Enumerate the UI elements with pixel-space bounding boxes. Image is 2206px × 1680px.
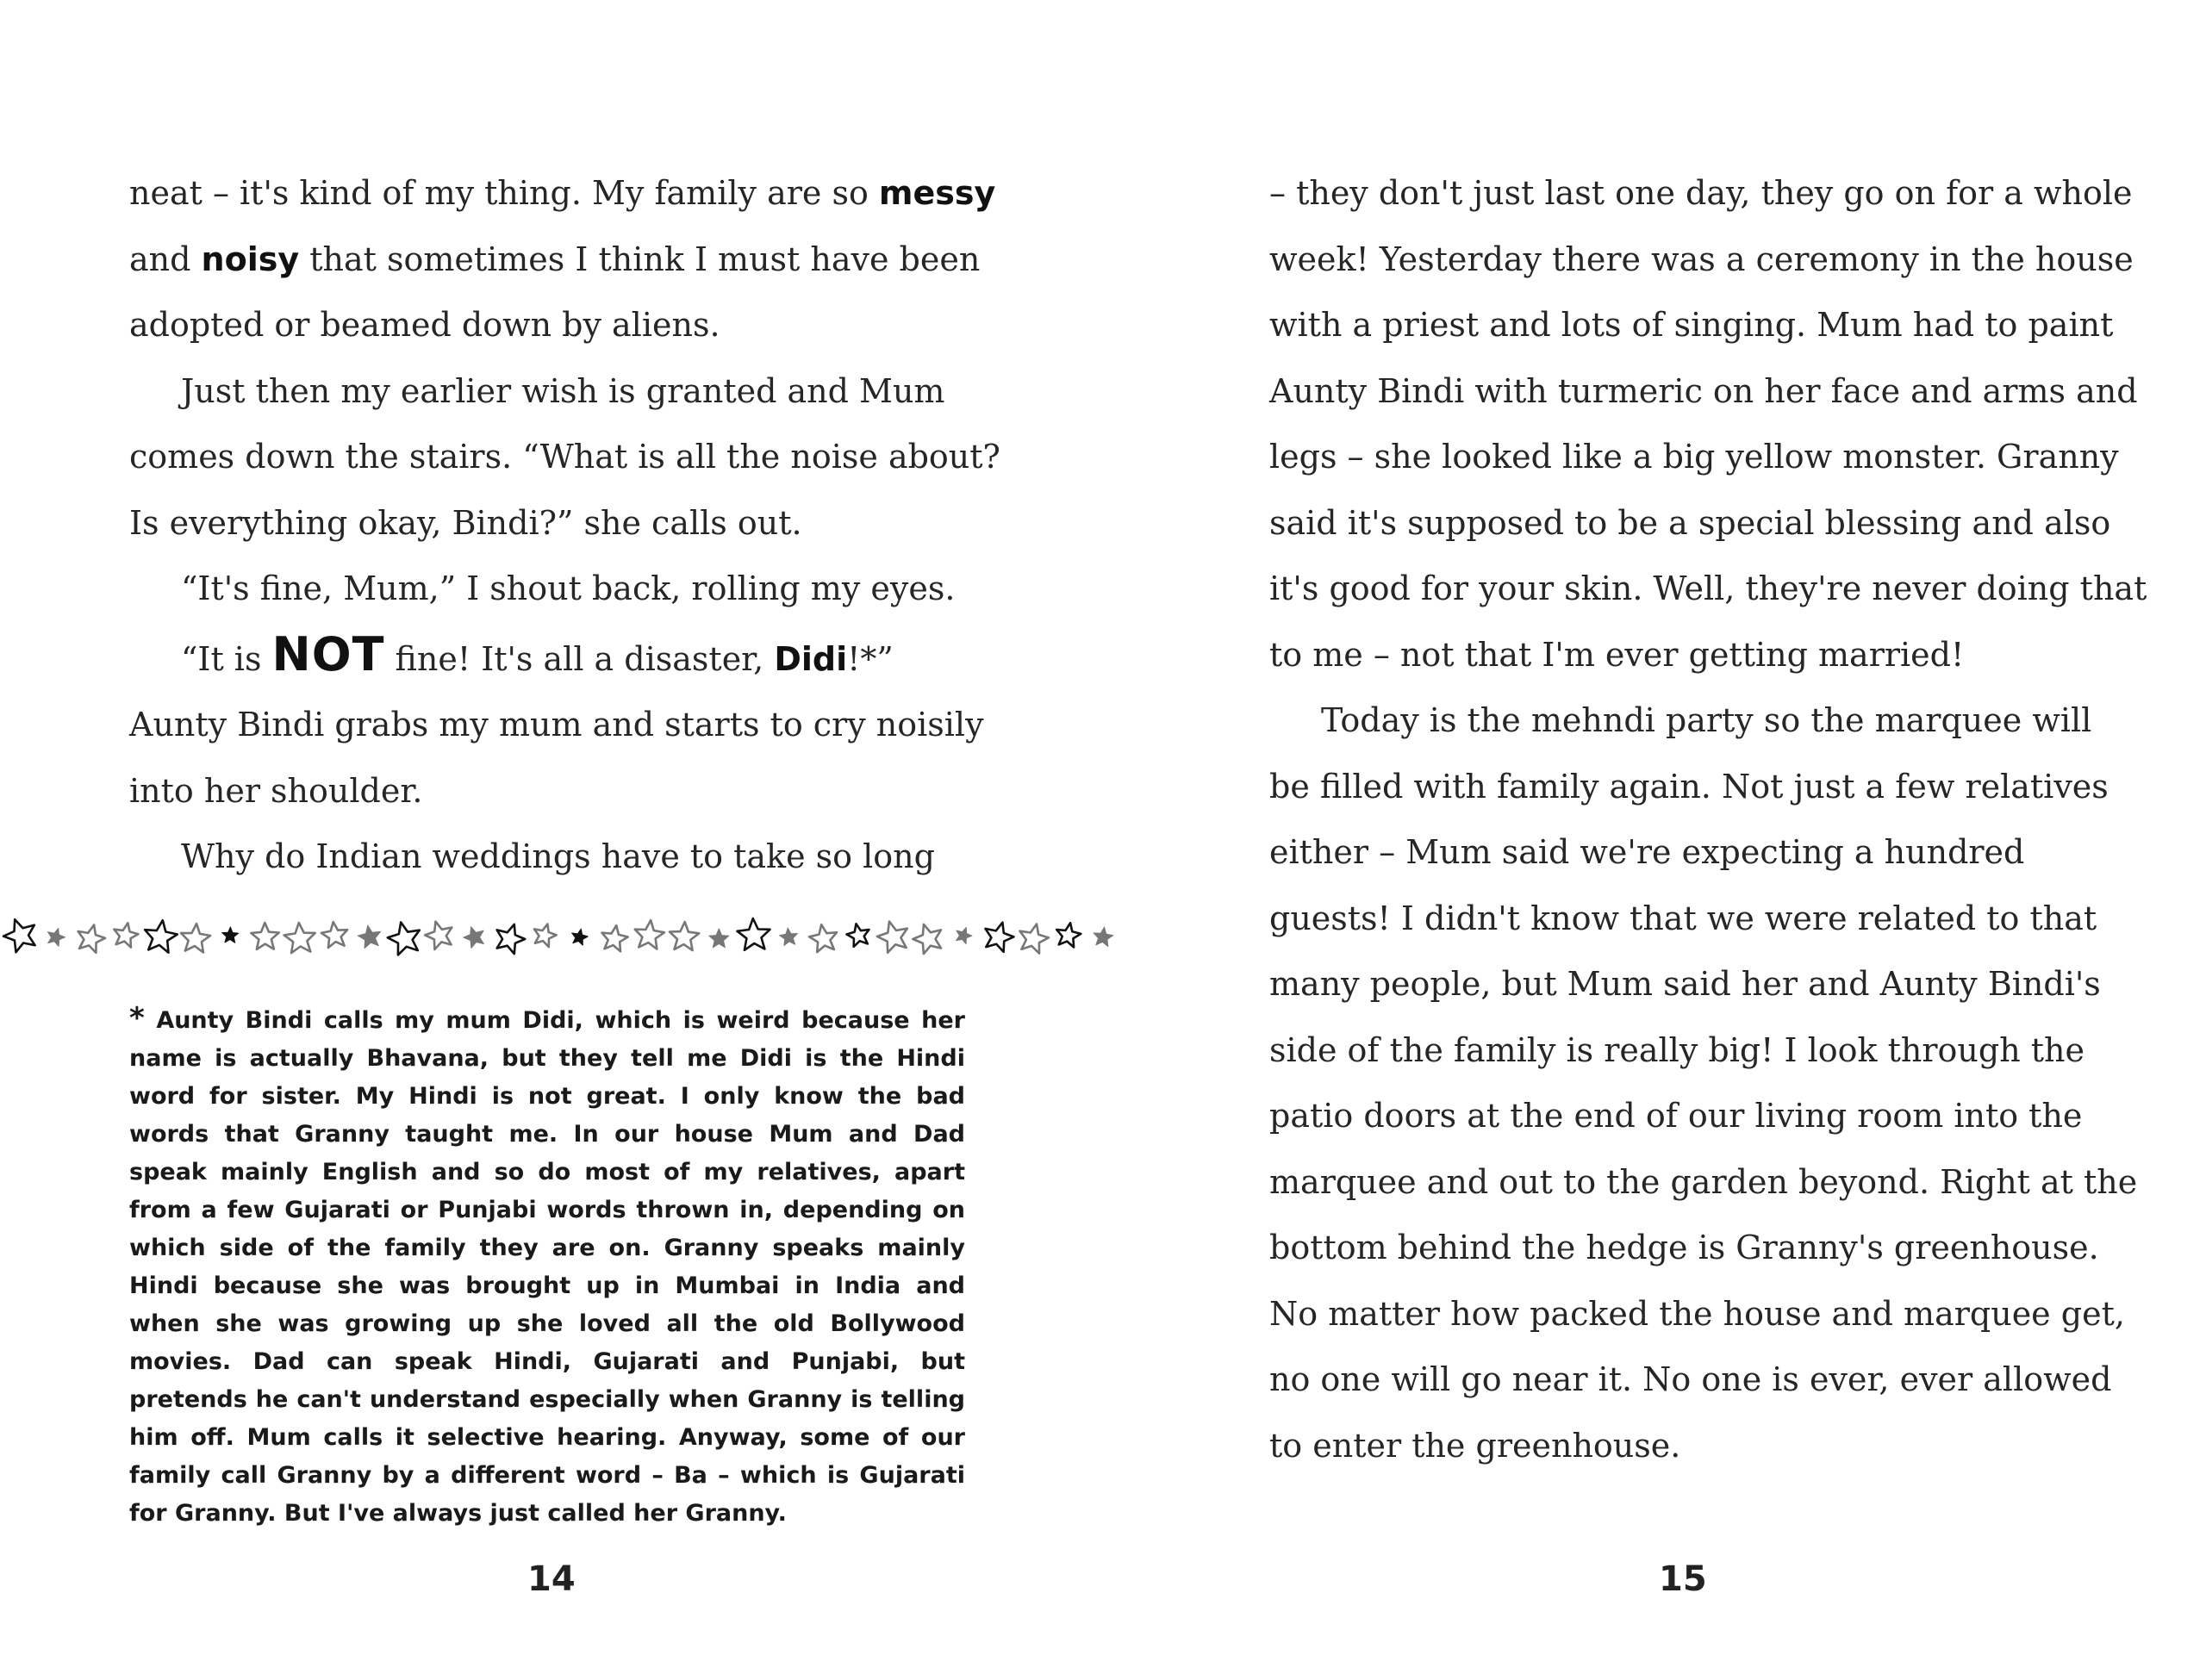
star-icon (284, 923, 315, 953)
star-icon (1056, 923, 1081, 947)
footnote-asterisk: * (129, 1001, 145, 1036)
star-icon (913, 924, 941, 954)
text-span: fine! It's all a disaster, (384, 639, 775, 678)
footnote (129, 999, 965, 1533)
page-number-right: 15 (1659, 1559, 1707, 1599)
star-icon (780, 928, 798, 945)
text-line: with a priest and lots of singing. Mum had to paint (1269, 306, 2114, 344)
star-icon (321, 922, 347, 948)
star-icon (497, 924, 526, 954)
text-line: side of the family is really big! I look through the (1269, 1030, 2085, 1069)
text-line: be filled with family again. Not just a few relatives (1269, 767, 2109, 806)
text-line: Aunty Bindi with turmeric on her face and arms and (1269, 371, 2138, 410)
text-line: Why do Indian weddings have to take so long (181, 837, 935, 875)
star-border-divider (0, 912, 1120, 963)
star-icon (145, 920, 178, 953)
star-icon (425, 922, 452, 949)
text-line: Aunty Bindi grabs my mum and starts to cry noisily (129, 706, 984, 744)
text-span: “It is (181, 639, 272, 678)
star-icon (48, 929, 65, 947)
star-icon (222, 927, 239, 943)
star-icon (114, 923, 138, 947)
star-icon (251, 923, 278, 949)
text-line: No matter how packed the house and marquee get, (1269, 1294, 2125, 1333)
footnote-reference: !*” (847, 639, 894, 678)
text-line: guests! I didn't know that we were related to that (1269, 899, 2097, 937)
text-span: and (129, 240, 202, 278)
right-page (1103, 0, 2206, 1680)
star-icon (534, 924, 557, 948)
text-line: to me – not that I'm ever getting married! (1269, 635, 1965, 674)
text-line: it's good for your skin. Well, they're never doing that (1269, 569, 2147, 607)
emphasis-noisy: noisy (201, 240, 300, 278)
text-line: said it's supposed to be a special blessing and also (1269, 503, 2111, 542)
star-icon (635, 920, 664, 949)
star-icon (388, 923, 420, 955)
star-icon (602, 925, 628, 951)
star-icon (986, 923, 1014, 952)
star-icon (809, 924, 837, 952)
text-line: into her shoulder. (129, 771, 423, 810)
text-line: – they don't just last one day, they go on for a whole (1269, 174, 2133, 212)
star-icon (709, 929, 729, 948)
text-line: legs – she looked like a big yellow monster. Granny (1269, 438, 2119, 476)
text-line: bottom behind the hedge is Granny's greenhouse. (1269, 1229, 2099, 1266)
star-icon (847, 924, 869, 947)
star-icon (181, 924, 210, 952)
text-line: week! Yesterday there was a ceremony in the house (1269, 240, 2134, 278)
star-icon (78, 925, 105, 953)
star-icon (464, 927, 484, 949)
text-line: “It's fine, Mum,” I shout back, rolling my eyes. (181, 569, 956, 607)
star-icon (957, 928, 972, 944)
page-number-left: 14 (527, 1559, 576, 1599)
text-span: that sometimes I think I must have been (299, 240, 981, 278)
text-line: Is everything okay, Bindi?” she calls out. (129, 503, 802, 542)
text-line: Just then my earlier wish is granted and Mum (181, 371, 945, 410)
star-icon (572, 929, 589, 945)
star-icon (738, 918, 770, 950)
star-icon (670, 922, 699, 950)
star-icon (358, 925, 380, 948)
text-line: patio doors at the end of our living room into the (1269, 1097, 2083, 1135)
text-line: adopted or beamed down by aliens. (129, 306, 720, 344)
emphasis-not: NOT (271, 626, 385, 681)
text-span: neat – it's kind of my thing. My family are so (129, 174, 879, 212)
right-page-body (1269, 160, 2147, 1478)
star-icon (877, 922, 907, 953)
text-line: comes down the stairs. “What is all the noise about? (129, 438, 1000, 476)
emphasis-didi: Didi (774, 639, 848, 678)
text-line: many people, but Mum said her and Aunty Bindi's (1269, 965, 2101, 1003)
text-line: marquee and out to the garden beyond. Right at the (1269, 1162, 2138, 1201)
text-line (129, 622, 1000, 693)
footnote-text: Aunty Bindi calls my mum Didi, which is weird because her name is actually Bhavana, but they tell me Didi is the Hindi word for sister. My Hindi is not great. I only know the bad words that Granny taught me. In our house Mum and Dad speak mainly English and so do most of my relatives, apart from a few Gujarati or Punjabi words thrown in, depending on which side of the family they are on. Granny speaks mainly Hindi because she was brought up in Mumbai in India and when she was growing up she loved all the old Bollywood movies. Dad can speak Hindi, Gujarati and Punjabi, but pretends he can't understand especially when Granny is telling him off. Mum calls it selective hearing. Anyway, some of our family call Granny by a different word – Ba – which is Gujarati for Granny. But I've always just called her Granny. (129, 1007, 965, 1527)
star-icon (3, 919, 35, 952)
text-line: either – Mum said we're expecting a hundred (1269, 833, 2025, 871)
text-line: Today is the mehndi party so the marquee will (1321, 701, 2092, 739)
left-page-body (129, 160, 1000, 890)
text-line: to enter the greenhouse. (1269, 1426, 1681, 1465)
emphasis-messy: messy (878, 174, 996, 212)
text-line (129, 160, 1000, 227)
text-line: no one will go near it. No one is ever, ever allowed (1269, 1360, 2112, 1398)
star-icon (1020, 924, 1049, 954)
text-line (129, 227, 1000, 293)
